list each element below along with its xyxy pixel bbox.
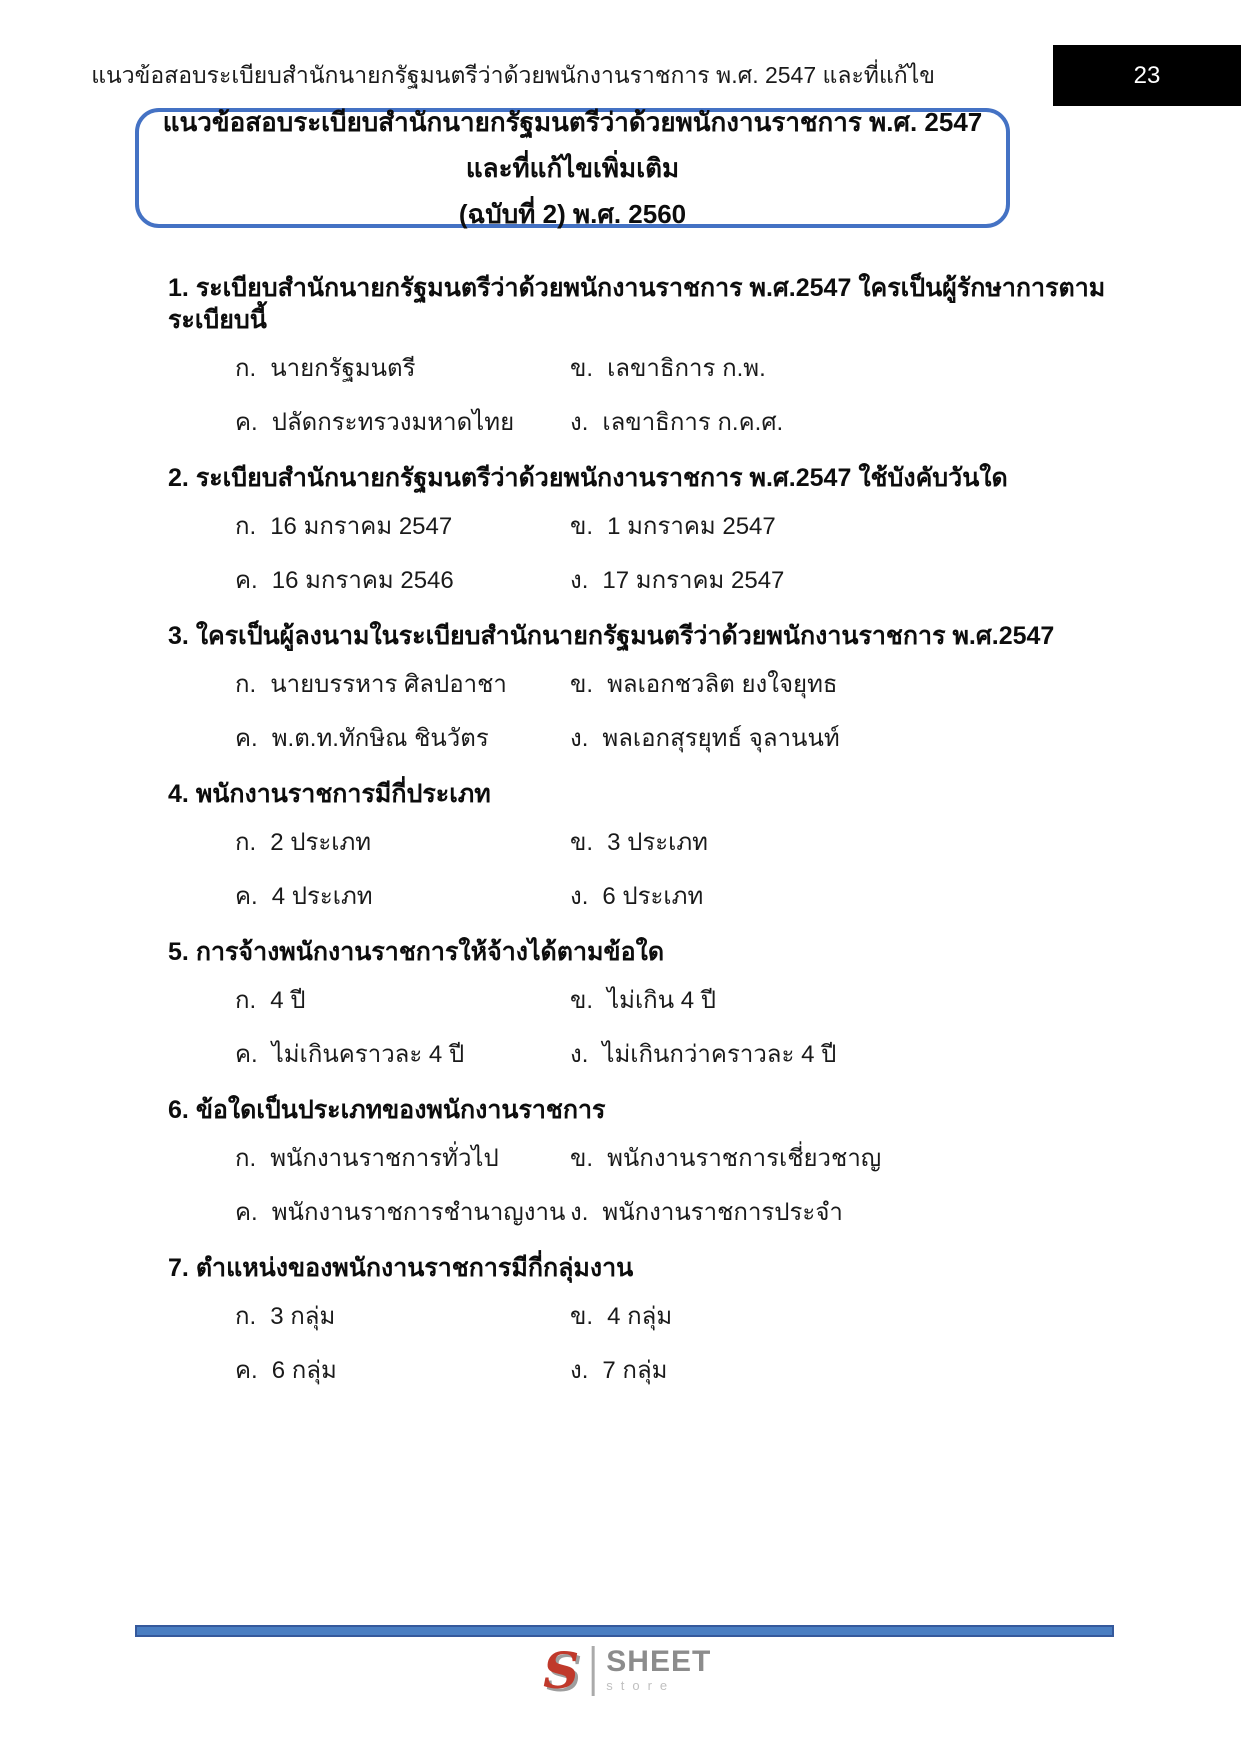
exam-title-line2: (ฉบับที่ 2) พ.ศ. 2560 [458, 199, 687, 229]
choice-letter: ง. [570, 725, 589, 752]
question-text: พนักงานราชการมีกี่ประเภท [195, 780, 491, 808]
question [168, 936, 1151, 1070]
choice-text: ไม่เกินกว่าคราวละ 4 ปี [602, 1041, 837, 1068]
logo-brand-name: SHEET [606, 1645, 712, 1678]
choice-text: พนักงานราชการทั่วไป [270, 1145, 499, 1172]
choice-row [168, 566, 1151, 596]
question-text: ใครเป็นผู้ลงนามในระเบียบสำนักนายกรัฐมนตรีว่าด้วยพนักงานราชการ พ.ศ.2547 [195, 622, 1055, 650]
choice-text: 6 ประเภท [602, 883, 704, 910]
header-title: แนวข้อสอบระเบียบสำนักนายกรัฐมนตรีว่าด้วยพนักงานราชการ พ.ศ. 2547 และที่แก้ไข [91, 61, 935, 88]
choice [235, 1040, 570, 1070]
question-title [168, 778, 1151, 810]
choice [570, 986, 716, 1016]
s-swirl-icon: S [543, 1641, 580, 1700]
choice-letter: ข. [570, 355, 594, 382]
choice-text: 3 กลุ่ม [270, 1303, 336, 1330]
choice [235, 408, 570, 438]
choice-text: ไม่เกิน 4 ปี [607, 987, 717, 1014]
choice-text: 4 ปี [270, 987, 306, 1014]
choice-text: พลเอกสุรยุทธ์ จุลานนท์ [602, 725, 840, 752]
choice-row [168, 1356, 1151, 1386]
question-title [168, 462, 1151, 494]
choice-text: 2 ประเภท [270, 829, 372, 856]
choice-row [168, 670, 1151, 700]
choice-text: พลเอกชวลิต ยงใจยุทธ [607, 671, 838, 698]
question-number: 3. [168, 622, 189, 650]
choice-letter: ง. [570, 409, 589, 436]
choice-row [168, 1198, 1151, 1228]
question-title [168, 272, 1151, 336]
choice-text: 17 มกราคม 2547 [602, 567, 785, 594]
choice-text: 6 กลุ่ม [271, 1357, 337, 1384]
choice [235, 512, 570, 542]
question-number: 1. [168, 274, 189, 302]
choice-text: เลขาธิการ ก.พ. [607, 355, 766, 382]
choice [570, 670, 838, 700]
choice-letter: ก. [235, 829, 257, 856]
page-number-badge [1053, 45, 1241, 106]
choice-text: 4 ประเภท [271, 883, 373, 910]
choice [570, 724, 840, 754]
choice-letter: ข. [570, 671, 594, 698]
choice [235, 1198, 570, 1228]
choice-letter: ค. [235, 1199, 258, 1226]
choice-row [168, 724, 1151, 754]
choice [570, 882, 703, 912]
choice-letter: ก. [235, 671, 257, 698]
choice-row [168, 1040, 1151, 1070]
question-title [168, 620, 1151, 652]
choice-letter: ข. [570, 1145, 594, 1172]
choice-row [168, 512, 1151, 542]
question-text: การจ้างพนักงานราชการให้จ้างได้ตามข้อใด [195, 938, 665, 966]
choice-text: ไม่เกินคราวละ 4 ปี [271, 1041, 465, 1068]
page-header [0, 45, 1241, 106]
choice [570, 1302, 672, 1332]
choice-text: นายบรรหาร ศิลปอาชา [270, 671, 507, 698]
question [168, 272, 1151, 438]
question [168, 778, 1151, 912]
choice-text: 4 กลุ่ม [607, 1303, 673, 1330]
choice-letter: ก. [235, 513, 257, 540]
question-title [168, 1252, 1151, 1284]
choice-row [168, 1144, 1151, 1174]
choice [235, 1302, 570, 1332]
question-title [168, 936, 1151, 968]
choice-text: พ.ต.ท.ทักษิณ ชินวัตร [271, 725, 489, 752]
choice [570, 512, 776, 542]
choice-letter: ง. [570, 1357, 589, 1384]
exam-title-line1: แนวข้อสอบระเบียบสำนักนายกรัฐมนตรีว่าด้วยพนักงานราชการ พ.ศ. 2547 และที่แก้ไขเพิ่มเติม [162, 107, 983, 183]
question [168, 1094, 1151, 1228]
choice [235, 354, 570, 384]
choice-text: ปลัดกระทรวงมหาดไทย [271, 409, 515, 436]
choice-letter: ง. [570, 567, 589, 594]
choice-letter: ค. [235, 567, 258, 594]
choice-letter: ข. [570, 987, 594, 1014]
question [168, 1252, 1151, 1386]
choice-row [168, 1302, 1151, 1332]
choice [235, 882, 570, 912]
question [168, 462, 1151, 596]
choice [570, 566, 784, 596]
question-text: ระเบียบสำนักนายกรัฐมนตรีว่าด้วยพนักงานราชการ พ.ศ.2547 ใครเป็นผู้รักษาการตาม ระเบียบนี้ [168, 274, 1106, 334]
choice-letter: ง. [570, 1199, 589, 1226]
choice-text: เลขาธิการ ก.ค.ศ. [602, 409, 784, 436]
sheet-store-logo [543, 1643, 711, 1699]
choice-row [168, 986, 1151, 1016]
question-number: 5. [168, 938, 189, 966]
choice-letter: ก. [235, 1303, 257, 1330]
choice-text: นายกรัฐมนตรี [270, 355, 416, 382]
choice [570, 1356, 667, 1386]
choice [235, 670, 570, 700]
logo-divider [591, 1646, 594, 1696]
choice-row [168, 408, 1151, 438]
choice-text: 16 มกราคม 2547 [270, 513, 453, 540]
choice-letter: ค. [235, 409, 258, 436]
question [168, 620, 1151, 754]
exam-title-box [135, 108, 1010, 228]
page-number: 23 [1133, 61, 1161, 89]
choice [235, 724, 570, 754]
choice-letter: ข. [570, 1303, 594, 1330]
choice-text: พนักงานราชการชำนาญงาน [271, 1199, 566, 1226]
choice-text: 16 มกราคม 2546 [271, 567, 454, 594]
footer-divider-bar [135, 1625, 1114, 1637]
question-number: 2. [168, 464, 189, 492]
choice [235, 986, 570, 1016]
choice [235, 828, 570, 858]
questions [168, 272, 1151, 1410]
choice-row [168, 882, 1151, 912]
choice-row [168, 828, 1151, 858]
question-text: ตำแหน่งของพนักงานราชการมีกี่กลุ่มงาน [195, 1254, 634, 1282]
choice [570, 828, 708, 858]
choice [235, 1356, 570, 1386]
choice-text: 7 กลุ่ม [602, 1357, 668, 1384]
choice-letter: ก. [235, 355, 257, 382]
choice [235, 1144, 570, 1174]
choice-letter: ค. [235, 883, 258, 910]
question-text: ระเบียบสำนักนายกรัฐมนตรีว่าด้วยพนักงานราชการ พ.ศ.2547 ใช้บังคับวันใด [195, 464, 1008, 492]
choice-letter: ข. [570, 513, 594, 540]
choice-text: พนักงานราชการประจำ [602, 1199, 843, 1226]
choice [570, 1040, 836, 1070]
question-number: 4. [168, 780, 189, 808]
choice-text: 1 มกราคม 2547 [607, 513, 776, 540]
choice-letter: ก. [235, 987, 257, 1014]
question-number: 7. [168, 1254, 189, 1282]
choice-letter: ข. [570, 829, 594, 856]
choice [570, 408, 783, 438]
choice [570, 1144, 881, 1174]
choice [570, 1198, 843, 1228]
choice [235, 566, 570, 596]
choice-letter: ก. [235, 1145, 257, 1172]
question-title [168, 1094, 1151, 1126]
choice-letter: ค. [235, 725, 258, 752]
choice-text: พนักงานราชการเชี่ยวชาญ [607, 1145, 882, 1172]
choice-text: 3 ประเภท [607, 829, 708, 856]
choice [570, 354, 766, 384]
choice-letter: ค. [235, 1041, 258, 1068]
choice-row [168, 354, 1151, 384]
choice-letter: ค. [235, 1357, 258, 1384]
choice-letter: ง. [570, 1041, 589, 1068]
choice-letter: ง. [570, 883, 589, 910]
logo-brand-subtitle: store [606, 1678, 676, 1693]
question-text: ข้อใดเป็นประเภทของพนักงานราชการ [195, 1096, 606, 1124]
question-number: 6. [168, 1096, 189, 1124]
logo-text [606, 1647, 711, 1695]
